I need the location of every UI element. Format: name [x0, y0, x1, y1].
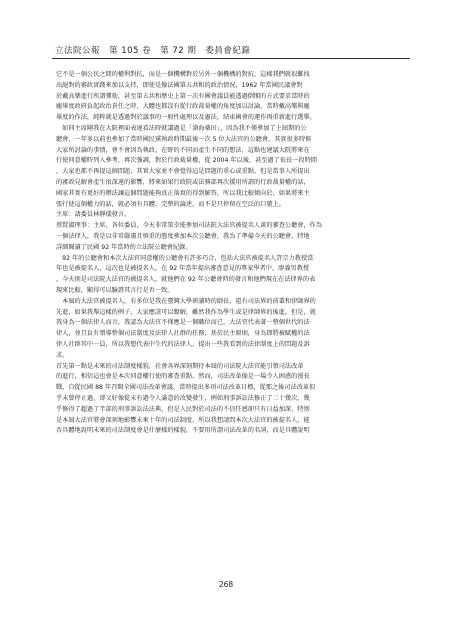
text-line: 年也是被提名人，這次也是被提名人，在 92 年當年提出審查意見的專家學者中，廖義男教授 — [56, 265, 310, 273]
text-line: 否具體地說明未來的司法制度會是什麼樣的樣貌，不要用所謂司法改革的名詞，而是具體說明 — [56, 427, 310, 435]
text-line: 首先第一點是未來的司法制度樣貌，社會各界深刻期待本屆的司法院大法官能引領司法改革 — [56, 362, 304, 370]
text-line: 主席：請委員林靜儀發言。 — [56, 211, 131, 219]
paragraph — [56, 221, 412, 253]
text-line: 國家其實有更好的辦法讓這個問題能夠真正落實的得到解答，所以我比較傾向於，如果將來主 — [56, 189, 310, 197]
text-line: 一個法律人，我是以非常嚴肅且慎重的態度參加本次公聽會，我為了準備今天的公聽會，特地 — [56, 232, 310, 240]
gazette-header: 立法院公報 第 105 卷 第 72 期 委員會紀錄 — [55, 46, 251, 56]
text-line: 聽會，一年多以前也參加了當時國民黨執政時期最後一次 5 位大法官的公聽會，其實很多時候 — [56, 135, 312, 143]
text-line: 龐畢度政府負起政治責任之時，大體也都沒有從行政裁量權的角度加以討論，當時戴高樂與龐 — [56, 103, 310, 111]
text-line: 張行使這個權力的話，就必須有具體、完整的論述，而不是只停留在空泛的口號上。 — [56, 200, 285, 208]
paragraph — [56, 254, 412, 297]
paragraph — [56, 70, 412, 210]
text-line: 的進行，相信這也會是本次同意權行使的審查重點。然而，司法改革像是一場令人困惑的漫長 — [56, 373, 310, 381]
text-line: 戰，自從民國 88 年召開全國司法改革會議，當時提出多項司法改革目標，從那之後司法改革似 — [56, 384, 316, 392]
text-line: 大家所討論的事情，會不會因為執政，在野的不同而產生不同的想法，這點也建議大院將來在 — [56, 146, 310, 154]
text-line: 於戴高樂進行所謂彈劾，甚至第五共和歷史上第一次有國會議員能透過倒閣的方式要求當時的 — [56, 92, 310, 100]
text-line: 乎未曾停止過，卻又好像從未有過令人滿意的改變發生，例如刑事訴訟法修正了二十幾次，幾 — [56, 394, 310, 402]
text-line: 92 年的公聽會和本次大法官同意權的公聽會有許多巧合，包括大法官被提名人許宗力教授當 — [56, 254, 314, 262]
text-line: 畢度的作法，純粹就是透過對於議事的一般性處理以及憲法，結束國會的運作再重新進行選舉。 — [56, 114, 316, 122]
text-line: 詳細閱讀了民國 92 年當時的立法院公聽會紀錄。 — [56, 243, 192, 251]
text-line: 先進，如果我舉這樣的例子，大家應該可以瞭解，雖然我作為學生或是律師界的後進，但是，就 — [56, 308, 316, 316]
text-line: 出絕對的審政實踐來加以支持，即使是像法國第五共和的政治情況，1962 年當國民議會對 — [56, 81, 303, 89]
text-line: 它不是一個公民之間的權利對抗，而是一個機構對於另外一個機構的對抗，這樣我們就很難找 — [56, 71, 310, 78]
paragraph — [56, 362, 412, 438]
text-line: 乎修得了超過了半部的刑事訴訟法法典，但是人民對於司法的不信任感卻只有日益加深，特別 — [56, 405, 310, 413]
text-line: 律人，並且負有領導整個司法制度及法律人社群的任務，基於民主原則，身為即將被賦權的法 — [56, 330, 310, 338]
text-line: 律人社群其中一員，所以我想代表中生代的法律人，提出一些我看到的法律制度上的問題及訴 — [56, 340, 310, 348]
paragraph — [56, 297, 412, 362]
text-line: 行使同意權時列入參考，再次強調，對於行政裁量權，從 2004 年以後，甚至過了很長一段時間 — [56, 157, 317, 165]
text-line: 如同主席剛我在大院裡面表達看法時就講過是「滄海桑田」，因為我不僅參加了上屆期的公 — [56, 124, 307, 132]
text-line: ，今天則是司法院大法官的被提名人，就他們在 92 年公聽會時的發言和他們現在在法律界的表 — [56, 276, 316, 284]
header-divider — [52, 58, 410, 59]
page-number: 268 — [218, 580, 234, 589]
text-line: 蔡賢淑理事：主席、各位委員，今天非常榮幸能參加司法院大法官被提名人黃的審查公聽會，作為 — [56, 222, 323, 230]
text-line: 我身為一個法律人而言，我認為大法官不僅應是一個職位而已，大法官代表著一整個世代的法 — [56, 319, 310, 327]
text-line: 現來比較，顯得可以驗證其言行是否一致。 — [56, 286, 174, 294]
document-body — [56, 70, 412, 437]
text-line: 本屆的大法官被提名人，有多位是我在臺灣大學研讀時的師長，還有司法界的前輩和律師界的 — [56, 297, 316, 305]
text-line: 的審政見解會產生很深遠的影響，將來如果行政院或法務部再次援用所謂的行政裁量權的話， — [56, 178, 310, 186]
text-line: ，大家也都不再提這個問題，其實大家並不會覺得這是問題的重心或重點，但是當事人所提出 — [56, 168, 310, 176]
text-line: 求。 — [56, 351, 69, 359]
paragraph — [56, 210, 412, 221]
text-line: 是本屆大法官將會深刻地影響未來十年的司法制度，所以我想請問本次大法官的被提名人，能 — [56, 416, 310, 424]
